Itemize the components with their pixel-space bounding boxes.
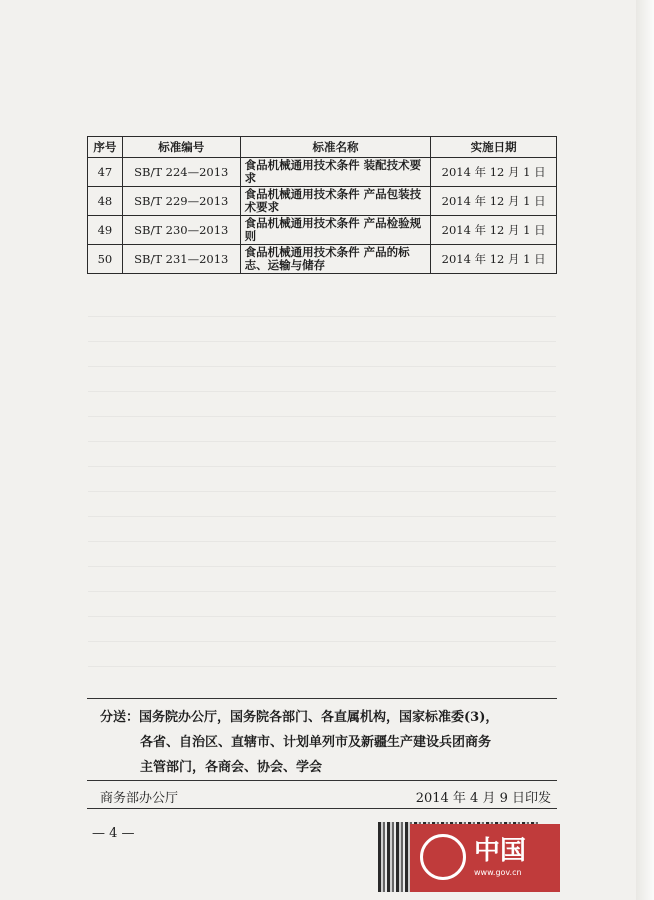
row-code: SB/T 230—2013 — [122, 216, 240, 245]
row-no: 47 — [88, 158, 123, 187]
table-row — [88, 158, 557, 187]
row-code: SB/T 224—2013 — [122, 158, 240, 187]
header-code: 标准编号 — [122, 137, 240, 158]
row-date: 2014 年 12 月 1 日 — [431, 245, 557, 274]
bleed-through-background — [88, 292, 556, 687]
footer-bottom-rule — [87, 808, 557, 809]
logo-text: 中国 — [474, 836, 527, 866]
logo-subtext: www.gov.cn — [474, 868, 522, 877]
row-name: 食品机械通用技术条件 装配技术要求 — [240, 158, 431, 187]
issuer: 商务部办公厅 — [100, 791, 179, 806]
distribution-line-1: 分送：国务院办公厅，国务院各部门、各直属机构，国家标准委(3)， — [100, 710, 499, 725]
distribution-line-2: 各省、自治区、直辖市、计划单列市及新疆生产建设兵团商务 — [140, 735, 492, 750]
header-date: 实施日期 — [431, 137, 557, 158]
distribution-top-rule — [87, 698, 557, 699]
row-no: 49 — [88, 216, 123, 245]
gov-watermark-logo — [410, 824, 560, 892]
distribution-bottom-rule — [87, 780, 557, 781]
row-no: 48 — [88, 187, 123, 216]
standards-table — [87, 136, 557, 274]
row-date: 2014 年 12 月 1 日 — [431, 216, 557, 245]
row-date: 2014 年 12 月 1 日 — [431, 158, 557, 187]
row-code: SB/T 231—2013 — [122, 245, 240, 274]
table-header-row — [88, 137, 557, 158]
row-code: SB/T 229—2013 — [122, 187, 240, 216]
table-row — [88, 245, 557, 274]
header-name: 标准名称 — [240, 137, 431, 158]
row-name: 食品机械通用技术条件 产品包装技术要求 — [240, 187, 431, 216]
page-number: — 4 — — [92, 826, 135, 841]
page-edge — [636, 0, 654, 900]
row-date: 2014 年 12 月 1 日 — [431, 187, 557, 216]
distribution-list — [100, 705, 550, 780]
row-name: 食品机械通用技术条件 产品检验规则 — [240, 216, 431, 245]
distribution-line-3: 主管部门，各商会、协会、学会 — [140, 760, 323, 775]
header-no: 序号 — [88, 137, 123, 158]
row-name: 食品机械通用技术条件 产品的标志、运输与储存 — [240, 245, 431, 274]
logo-emblem-icon — [420, 834, 466, 880]
table-row — [88, 187, 557, 216]
row-no: 50 — [88, 245, 123, 274]
issue-date: 2014 年 4 月 9 日印发 — [415, 791, 551, 806]
table-row — [88, 216, 557, 245]
